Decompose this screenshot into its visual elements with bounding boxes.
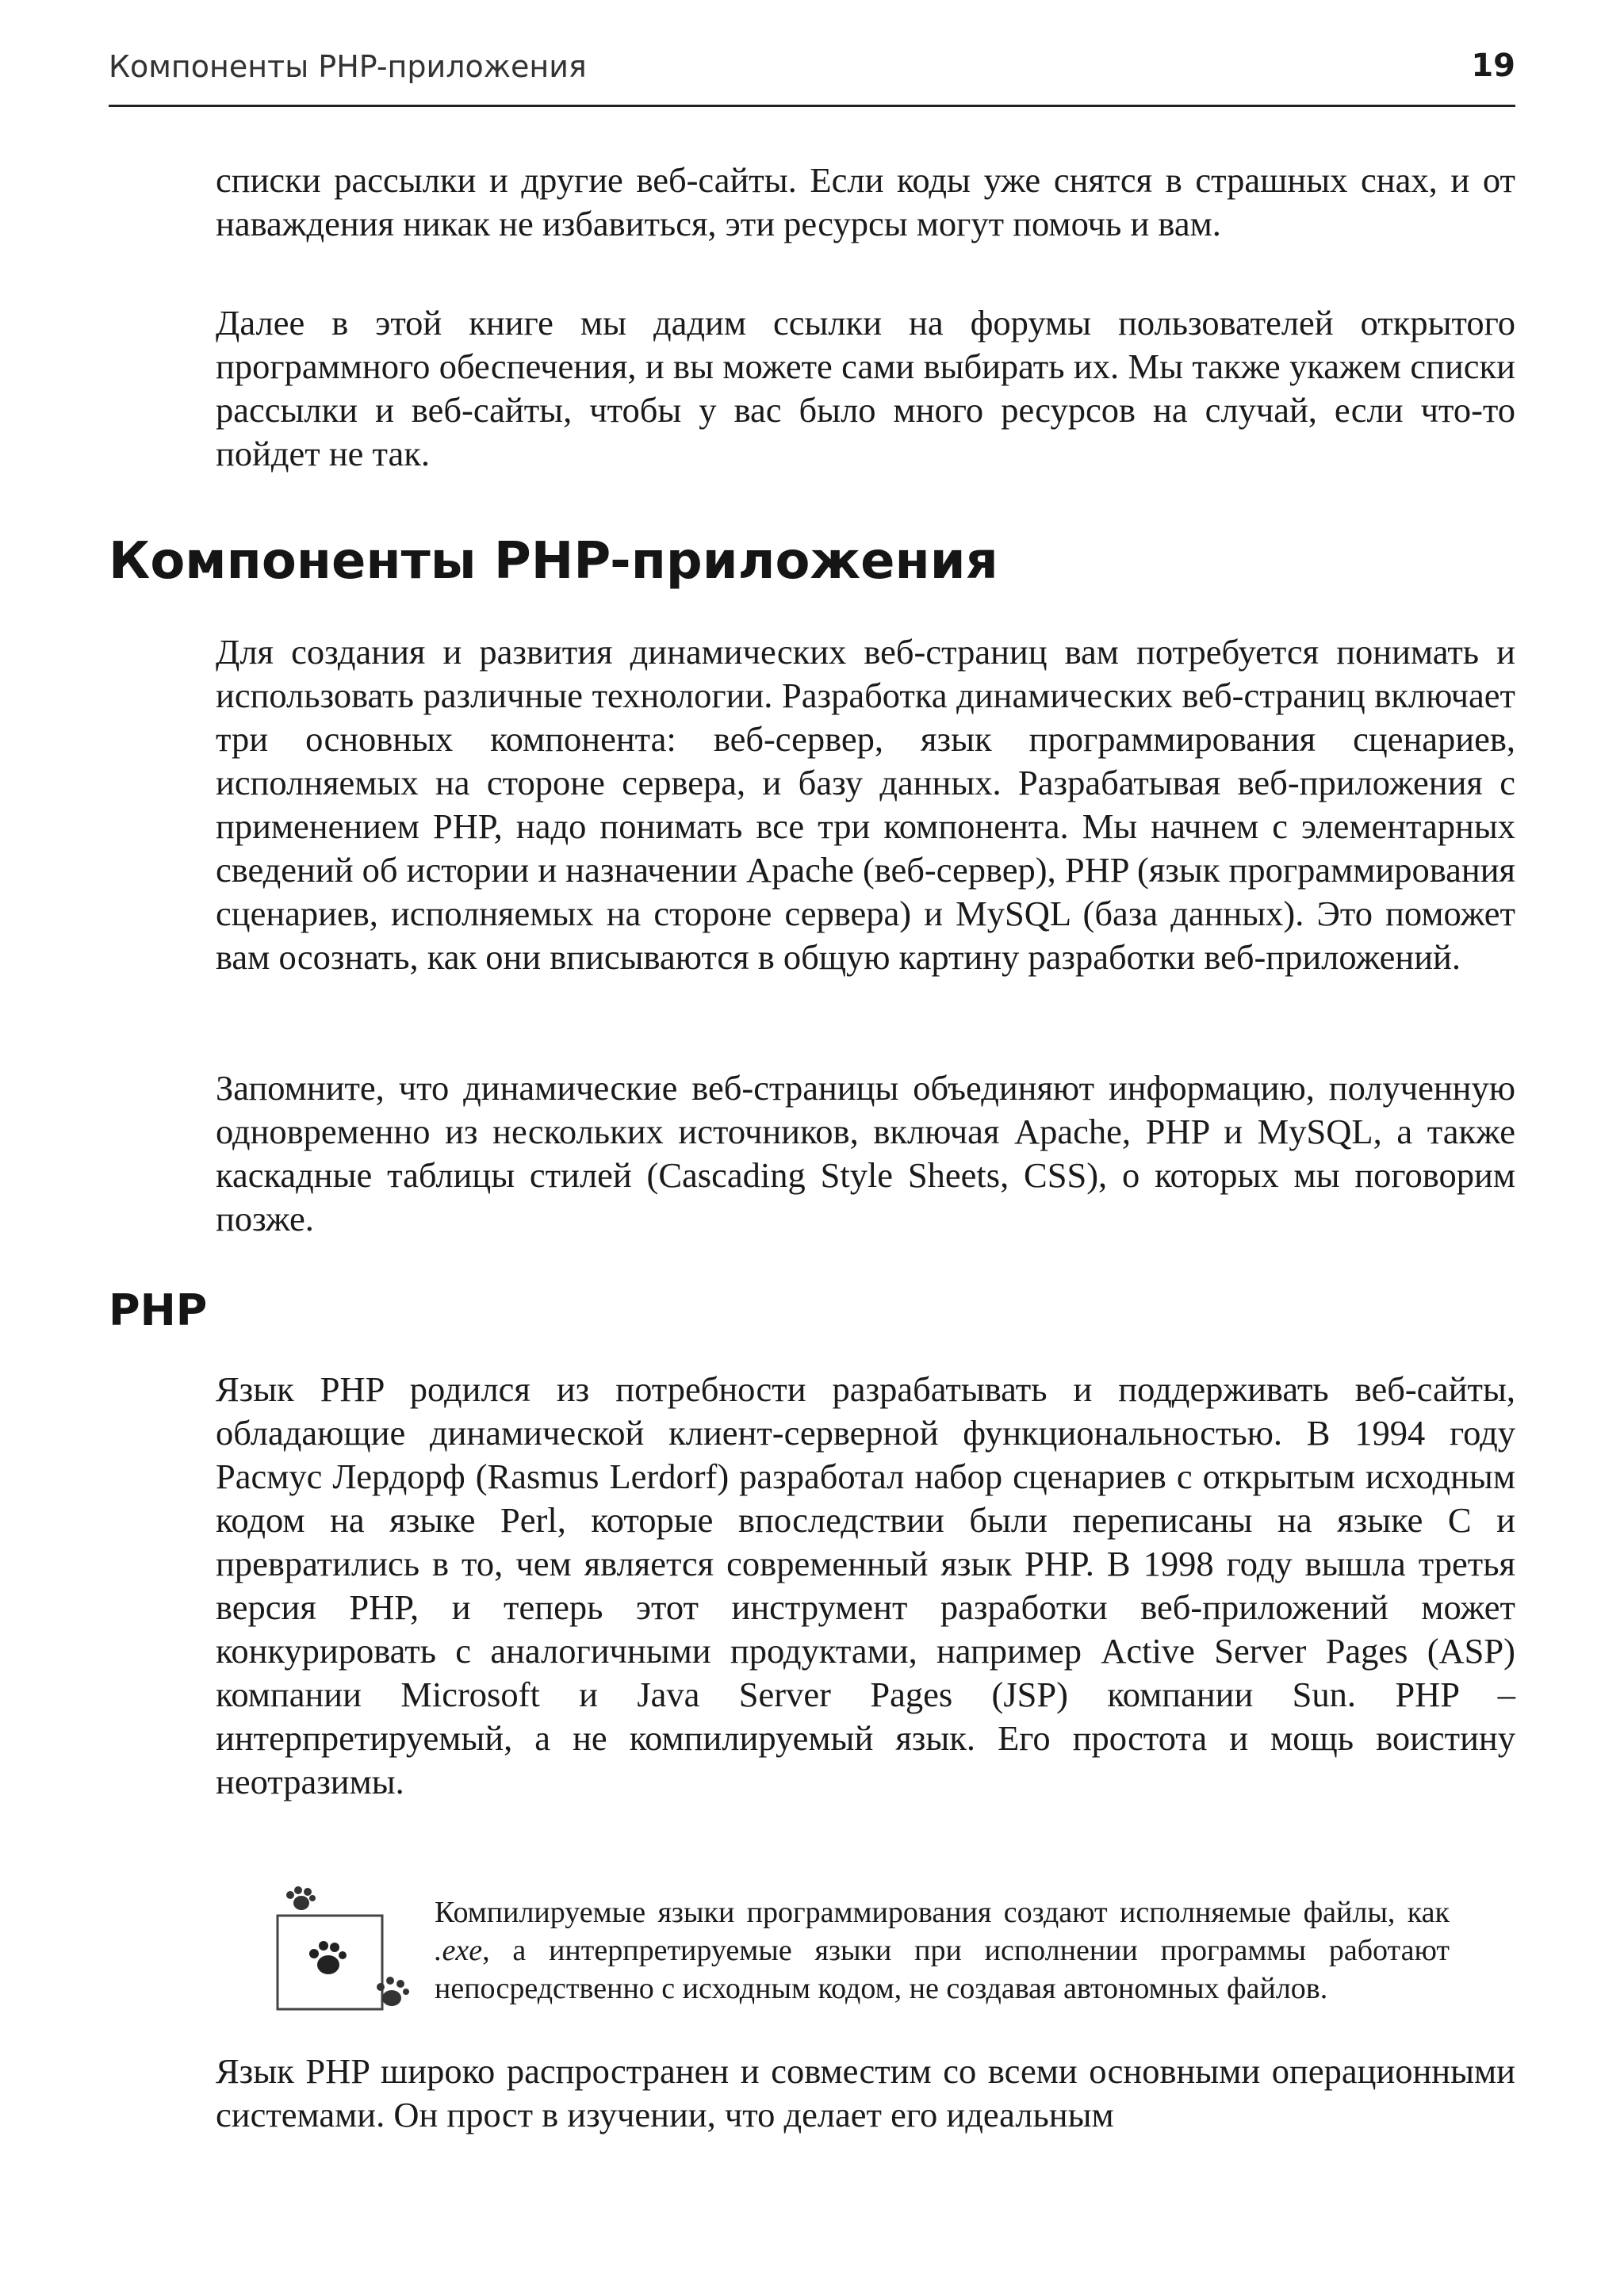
note-text [435, 1893, 1450, 2008]
section-heading-components: Компоненты PHP-приложения [109, 532, 998, 591]
note-text-start: Компилируемые языки программирования создают исполняемые файлы, как [435, 1896, 1450, 1929]
intro-paragraph-2: Далее в этой книге мы дадим ссылки на форумы пользователей открытого программного обеспечения, и вы можете сами выбирать их. Мы также укажем списки рассылки и веб-сайты, чтобы у вас было много ресурсов на случай, если что-то пойдет не так. [216, 303, 1515, 473]
note-text-end: , а интерпретируемые языки при исполнении программы работают непосредственно с исходным кодом, не создавая автономных файлов. [435, 1934, 1450, 2005]
php-paragraph-2: Язык PHP широко распространен и совместим со всеми основными операционными системами. Он прост в изучении, что делает его идеальным [216, 2051, 1515, 2134]
components-paragraph-2: Запомните, что динамические веб-страницы объединяют информацию, полученную одновременно из нескольких источников, включая Apache, PHP и MySQL, а также каскадные таблицы стилей (Cascading Style Sheets, CSS), о которых мы поговорим позже. [216, 1068, 1515, 1238]
page-number: 19 [1471, 48, 1515, 84]
paw-prints-note-icon [271, 1885, 422, 2020]
php-paragraph-1: Язык PHP родился из потребности разрабатывать и поддерживать веб-сайты, обладающие динамической клиент-серверной функциональностью. В 1994 году Расмус Лердорф (Rasmus Lerdorf) разработал набор сценариев с открытым исходным кодом на языке Perl, которые впоследствии были переписаны на языке C и превратились в то, чем является современный язык PHP. В 1998 году вышла третья версия PHP, и теперь этот инструмент разработки веб-приложений может конкурировать с аналогичными продуктами, например Active Server Pages (ASP) компании Microsoft и Java Server Pages (JSP) компании Sun. PHP – интерпретируемый, а не компилируемый язык. Его простота и мощь воистину неотразимы. [216, 1369, 1515, 1801]
running-title: Компоненты PHP-приложения [109, 49, 587, 84]
note-text-exe: .exe [435, 1934, 483, 1967]
components-paragraph-1: Для создания и развития динамических веб-страниц вам потребуется понимать и использовать различные технологии. Разработка динамических веб-страниц включает три основных компонента: веб-сервер, язык программирования сценариев, исполняемых на стороне сервера, и базу данных. Разрабатывая веб-приложения с применением PHP, надо понимать все три компонента. Мы начнем с элементарных сведений об истории и назначении Apache (веб-сервер), PHP (язык программирования сценариев, исполняемых на стороне сервера) и MySQL (база данных). Это поможет вам осознать, как они вписываются в общую картину разработки веб-приложений. [216, 632, 1515, 977]
section-heading-php: PHP [109, 1285, 208, 1335]
intro-paragraph-1: списки рассылки и другие веб-сайты. Если коды уже снятся в страшных снах, и от наваждения никак не избавиться, эти ресурсы могут помочь и вам. [216, 160, 1515, 243]
running-head [109, 46, 1515, 95]
header-rule [109, 105, 1515, 107]
